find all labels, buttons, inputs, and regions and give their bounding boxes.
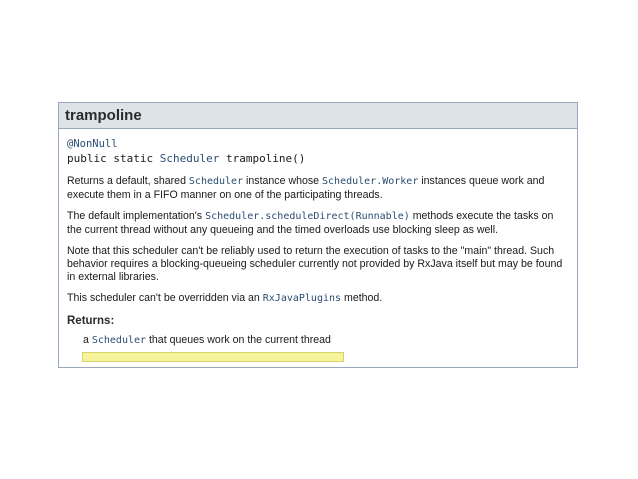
schedule-direct-link[interactable]: Scheduler.scheduleDirect(Runnable): [205, 211, 410, 223]
text: The default implementation's: [67, 210, 206, 223]
scheduler-link[interactable]: Scheduler: [188, 176, 244, 187]
signature-modifiers: public static: [67, 152, 160, 165]
text: method.: [341, 292, 383, 305]
description-paragraph-4: [67, 292, 567, 306]
method-name: trampoline(): [219, 152, 306, 165]
return-type-link[interactable]: Scheduler: [159, 152, 220, 165]
text: instance whose: [243, 175, 323, 187]
text: This scheduler can't be overridden via an: [67, 292, 263, 305]
annotation: @NonNull: [67, 138, 118, 150]
text: instances queue work and execute them in a FIFO manner on one of the participating threads.: [67, 175, 545, 201]
description-paragraph-2: [67, 210, 567, 236]
text: Returns a default, shared: [67, 175, 189, 187]
rxjavaplugins-link[interactable]: RxJavaPlugins: [262, 293, 342, 305]
method-title: trampoline: [59, 103, 577, 129]
description-paragraph-3: [67, 245, 567, 283]
method-content: [59, 129, 577, 347]
text: that queues work on the current thread: [146, 333, 331, 346]
returns-label: Returns:: [67, 314, 115, 327]
text: a: [83, 333, 92, 346]
highlight-marker: [82, 352, 344, 362]
returns-description: [83, 334, 567, 347]
method-signature: [67, 151, 567, 166]
text: Note that this scheduler can't be reliably used to return the execution of tasks to the "main" thread. Such behavior requires a blocking-queueing scheduler currently not provided by RxJava itself but may be found in external libraries.: [67, 245, 563, 283]
method-detail-panel: [58, 102, 578, 368]
scheduler-worker-link[interactable]: Scheduler.Worker: [322, 176, 419, 187]
text: methods execute the tasks on the current thread without any queueing and the timed overloads use blocking sleep as well.: [67, 210, 554, 236]
returns-scheduler-link[interactable]: Scheduler: [91, 334, 147, 346]
description-paragraph-1: [67, 175, 567, 201]
